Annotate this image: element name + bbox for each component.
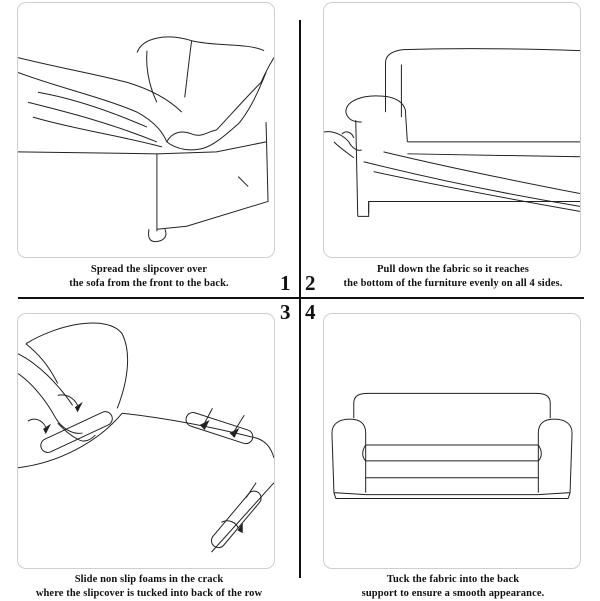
vertical-divider: [299, 20, 301, 578]
step-3-caption-line2: where the slipcover is tucked into back of the row: [35, 588, 263, 599]
step-1-caption: [20, 263, 278, 291]
step-2-caption-line2: the bottom of the furniture evenly on all 4 sides.: [343, 278, 563, 289]
step-4-illustration: [323, 313, 581, 569]
step-4-caption: [318, 573, 588, 601]
sofa-spread-drawing: [18, 3, 274, 257]
step-2-illustration: [323, 2, 581, 258]
step-2-caption-line1: Pull down the fabric so it reaches: [377, 264, 529, 275]
step-4-caption-line2: support to ensure a smooth appearance.: [361, 588, 545, 599]
step-number-2: 2: [305, 271, 316, 295]
sofa-pull-down-drawing: [324, 3, 580, 257]
horizontal-divider: [18, 297, 584, 299]
step-1-caption-line2: the sofa from the front to the back.: [69, 278, 229, 289]
foam-insert-drawing: [18, 314, 274, 568]
step-number-1: 1: [280, 271, 291, 295]
step-4-caption-line1: Tuck the fabric into the back: [386, 574, 520, 585]
step-number-4: 4: [305, 300, 316, 324]
step-3-caption: [8, 573, 290, 601]
step-3-illustration: [17, 313, 275, 569]
finished-sofa-drawing: [324, 314, 580, 568]
step-3-caption-line1: Slide non slip foams in the crack: [74, 574, 224, 585]
step-1-illustration: [17, 2, 275, 258]
step-1-caption-line1: Spread the slipcover over: [90, 264, 208, 275]
step-number-3: 3: [280, 300, 291, 324]
step-2-caption: [318, 263, 588, 291]
